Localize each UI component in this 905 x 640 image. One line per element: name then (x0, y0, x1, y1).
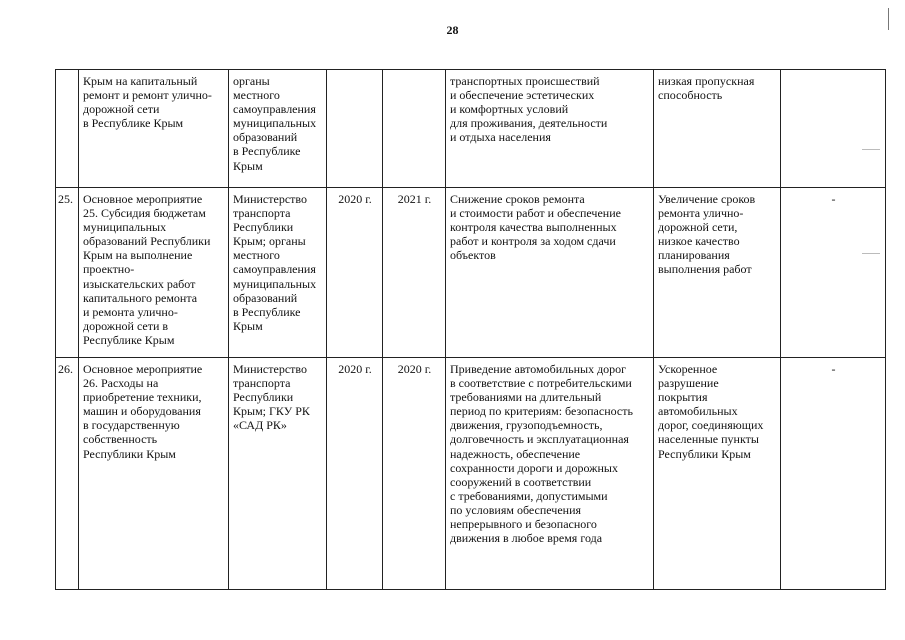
page-number: 28 (446, 23, 459, 37)
responsible-executor: Министерство транспорта Республики Крым; ГКУ РК «САД РК» (229, 358, 327, 590)
row-number (56, 70, 79, 188)
start-year (327, 70, 383, 188)
row-number: 25. (56, 188, 79, 358)
measures-table (55, 69, 886, 590)
responsible-executor: Министерство транспорта Республики Крым; органы местного самоуправления муниципальных образований в Республике Крым (229, 188, 327, 358)
consequences: Увеличение сроков ремонта улично- дорожной сети, низкое качество планирования выполнения работ (654, 188, 781, 358)
end-year (383, 70, 446, 188)
table-row (56, 70, 886, 188)
measure-name: Основное мероприятие 26. Расходы на приобретение техники, машин и оборудования в государственную собственность Республики Крым (79, 358, 229, 590)
related-indicators (781, 70, 886, 188)
start-year: 2020 г. (327, 358, 383, 590)
expected-result: транспортных происшествий и обеспечение эстетических и комфортных условий для проживания, деятельности и отдыха населения (446, 70, 654, 188)
measure-name: Основное мероприятие 25. Субсидия бюджетам муниципальных образований Республики Крым на выполнение проектно- изыскательских работ капитального ремонта и ремонта улично- дорожной сети в Республике Крым (79, 188, 229, 358)
end-year: 2021 г. (383, 188, 446, 358)
table-row (56, 358, 886, 590)
consequences: Ускоренное разрушение покрытия автомобильных дорог, соединяющих населенные пункты Республики Крым (654, 358, 781, 590)
related-indicators: - (781, 188, 886, 358)
end-year: 2020 г. (383, 358, 446, 590)
scan-edge-mark (888, 8, 889, 30)
related-indicators: - (781, 358, 886, 590)
measure-name: Крым на капитальный ремонт и ремонт улично- дорожной сети в Республике Крым (79, 70, 229, 188)
expected-result: Приведение автомобильных дорог в соответствие с потребительскими требованиями на длительный период по критериям: безопасность движения, грузоподъемность, долговечность и эксплуатационная надежность, обеспечение сохранности дороги и дорожных сооружений в соответствии с требованиями, допустимыми по условиям обеспечения непрерывного и безопасного движения в любое время года (446, 358, 654, 590)
row-number: 26. (56, 358, 79, 590)
consequences: низкая пропускная способность (654, 70, 781, 188)
expected-result: Снижение сроков ремонта и стоимости работ и обеспечение контроля качества выполненных работ и контроля за ходом сдачи объектов (446, 188, 654, 358)
table-row (56, 188, 886, 358)
start-year: 2020 г. (327, 188, 383, 358)
responsible-executor: органы местного самоуправления муниципальных образований в Республике Крым (229, 70, 327, 188)
